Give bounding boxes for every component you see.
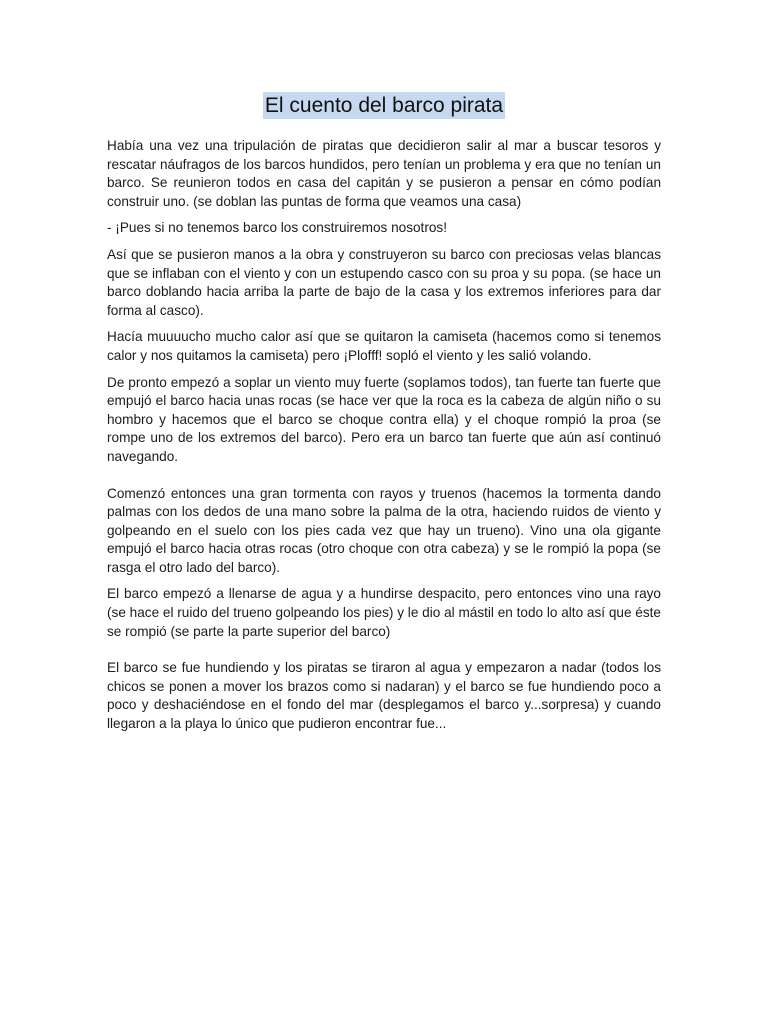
paragraph-4: Hacía muuuucho mucho calor así que se quitaron la camiseta (hacemos como si tenemos calor y nos quitamos la camiseta) pero ¡Plofff! sopló el viento y les salió volando. xyxy=(107,329,661,363)
paragraph-2: - ¡Pues si no tenemos barco los construiremos nosotros! xyxy=(107,220,447,236)
document-title: El cuento del barco pirata xyxy=(264,94,504,117)
paragraph-3: Así que se pusieron manos a la obra y construyeron su barco con preciosas velas blancas que se inflaban con el viento y con un estupendo casco con su proa y su popa. (se hace un barco doblando hacia arriba la parte de bajo de la casa y los extremos inferiores para dar forma al casco). xyxy=(107,246,661,318)
title-container xyxy=(107,92,661,119)
paragraph-6: Comenzó entonces una gran tormenta con rayos y truenos (hacemos la tormenta dando palmas con los dedos de una mano sobre la palma de la otra, haciendo ruidos de viento y golpeando en el suelo con los pies cada vez que hay un trueno). Vino una ola gigante empujó el barco hacia otras rocas (otro choque con otra cabeza) y se le rompió la popa (se rasga el otro lado del barco). xyxy=(107,485,661,575)
paragraph-8: El barco se fue hundiendo y los piratas se tiraron al agua y empezaron a nadar (todos los chicos se ponen a mover los brazos como si nadaran) y el barco se fue hundiendo poco a poco y deshaciéndose en el fondo del mar (desplegamos el barco y...sorpresa) y cuando llegaron a la playa lo único que pudieron encontrar fue... xyxy=(107,660,661,732)
paragraph-7: El barco empezó a llenarse de agua y a hundirse despacito, pero entonces vino una rayo (se hace el ruido del trueno golpeando los pies) y le dio al mástil en todo lo alto así que éste se rompió (se parte la parte superior del barco) xyxy=(107,586,661,639)
paragraph-5: De pronto empezó a soplar un viento muy fuerte (soplamos todos), tan fuerte tan fuerte que empujó el barco hacia unas rocas (se hace ver que la roca es la cabeza de algún niño o su hombro y hacemos que el barco se choque contra ella) y el choque rompió la proa (se rompe uno de los extremos del barco). Pero era un barco tan fuerte que aún así continuó navegando. xyxy=(107,374,661,464)
document-page xyxy=(107,92,661,742)
paragraph-1: Había una vez una tripulación de piratas que decidieron salir al mar a buscar tesoros y rescatar náufragos de los barcos hundidos, pero tenían un problema y era que no tenían un barco. Se reunieron todos en casa del capitán y se pusieron a pensar en cómo podían construir uno. (se doblan las puntas de forma que veamos una casa) xyxy=(107,138,661,209)
